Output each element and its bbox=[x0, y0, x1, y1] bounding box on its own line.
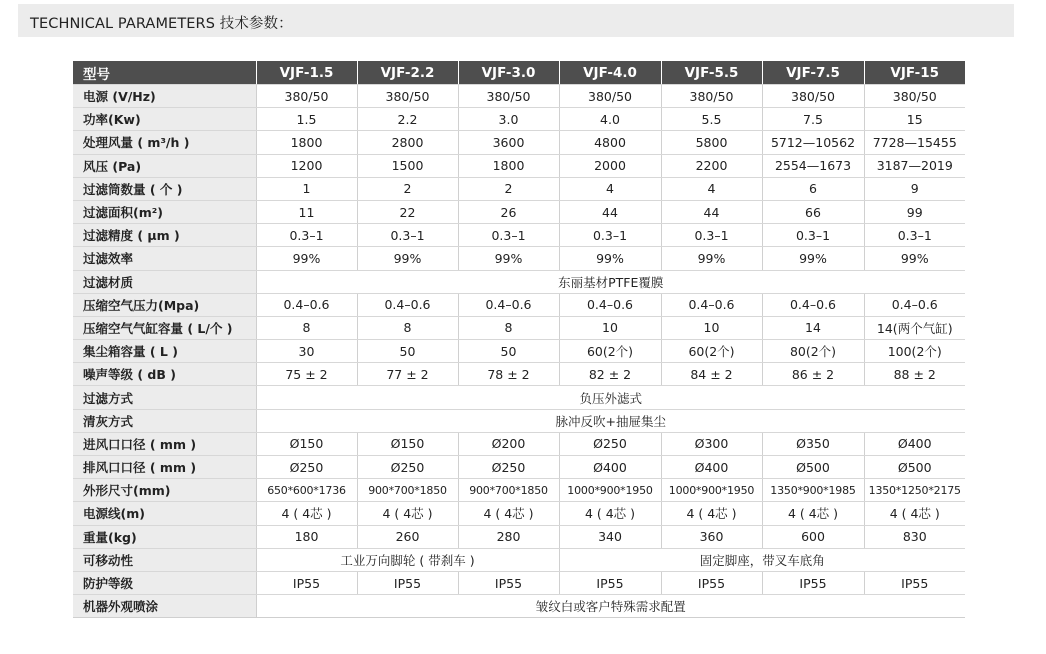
row-label: 防护等级 bbox=[73, 571, 256, 594]
row-label: 噪声等级 ( dB ) bbox=[73, 363, 256, 386]
row-label: 排风口口径 ( mm ) bbox=[73, 456, 256, 479]
table-cell: 8 bbox=[458, 316, 559, 339]
row-label: 压缩空气气缸容量 ( L/个 ) bbox=[73, 316, 256, 339]
table-cell: 50 bbox=[357, 340, 458, 363]
table-row bbox=[73, 224, 965, 247]
table-cell: 0.4–0.6 bbox=[458, 293, 559, 316]
table-cell: 1800 bbox=[256, 131, 357, 154]
table-row bbox=[73, 154, 965, 177]
row-label: 过滤精度 ( μm ) bbox=[73, 224, 256, 247]
table-cell: Ø400 bbox=[864, 432, 965, 455]
merged-cell-mobile: 工业万向脚轮 ( 带刹车 ) bbox=[256, 548, 559, 571]
table-cell: 2 bbox=[458, 177, 559, 200]
table-cell: 0.4–0.6 bbox=[357, 293, 458, 316]
table-cell: 2000 bbox=[559, 154, 661, 177]
table-row bbox=[73, 571, 965, 594]
table-cell: 0.3–1 bbox=[661, 224, 762, 247]
table-cell: 2800 bbox=[357, 131, 458, 154]
table-cell: 1000*900*1950 bbox=[559, 479, 661, 502]
table-cell: 0.3–1 bbox=[762, 224, 864, 247]
table-cell: 380/50 bbox=[357, 85, 458, 108]
table-cell: 78 ± 2 bbox=[458, 363, 559, 386]
column-header: VJF-3.0 bbox=[458, 61, 559, 85]
table-cell: 77 ± 2 bbox=[357, 363, 458, 386]
table-cell: 84 ± 2 bbox=[661, 363, 762, 386]
table-cell: Ø250 bbox=[357, 456, 458, 479]
section-header-bar bbox=[18, 4, 1014, 37]
table-row bbox=[73, 548, 965, 571]
table-cell: 180 bbox=[256, 525, 357, 548]
table-cell: Ø300 bbox=[661, 432, 762, 455]
table-row bbox=[73, 108, 965, 131]
row-label: 处理风量 ( m³/h ) bbox=[73, 131, 256, 154]
merged-cell: 负压外滤式 bbox=[256, 386, 965, 409]
table-row bbox=[73, 247, 965, 270]
column-header-model: 型号 bbox=[73, 61, 256, 85]
table-cell: IP55 bbox=[864, 571, 965, 594]
column-header: VJF-15 bbox=[864, 61, 965, 85]
table-body bbox=[73, 85, 965, 618]
table-row bbox=[73, 270, 965, 293]
table-cell: 4 ( 4芯 ) bbox=[864, 502, 965, 525]
row-label: 风压 (Pa) bbox=[73, 154, 256, 177]
table-cell: 15 bbox=[864, 108, 965, 131]
table-cell: 26 bbox=[458, 200, 559, 223]
table-cell: 0.3–1 bbox=[357, 224, 458, 247]
table-cell: 50 bbox=[458, 340, 559, 363]
column-header: VJF-1.5 bbox=[256, 61, 357, 85]
table-cell: 4 ( 4芯 ) bbox=[357, 502, 458, 525]
table-cell: Ø400 bbox=[559, 456, 661, 479]
table-cell: Ø150 bbox=[256, 432, 357, 455]
table-cell: 4 bbox=[559, 177, 661, 200]
table-cell: 3.0 bbox=[458, 108, 559, 131]
table-cell: 5.5 bbox=[661, 108, 762, 131]
table-cell: 1000*900*1950 bbox=[661, 479, 762, 502]
table-cell: 1 bbox=[256, 177, 357, 200]
table-header-row bbox=[73, 61, 965, 85]
row-label: 过滤材质 bbox=[73, 270, 256, 293]
table-row bbox=[73, 479, 965, 502]
row-label: 集尘箱容量 ( L ) bbox=[73, 340, 256, 363]
table-cell: 340 bbox=[559, 525, 661, 548]
table-cell: IP55 bbox=[661, 571, 762, 594]
table-cell: 3187—2019 bbox=[864, 154, 965, 177]
table-cell: 380/50 bbox=[864, 85, 965, 108]
row-label: 功率(Kw) bbox=[73, 108, 256, 131]
table-cell: 2.2 bbox=[357, 108, 458, 131]
table-cell: 99% bbox=[661, 247, 762, 270]
table-cell: 4 ( 4芯 ) bbox=[762, 502, 864, 525]
table-cell: 600 bbox=[762, 525, 864, 548]
table-cell: 5800 bbox=[661, 131, 762, 154]
table-cell: 7728—15455 bbox=[864, 131, 965, 154]
table-cell: Ø500 bbox=[762, 456, 864, 479]
table-row bbox=[73, 525, 965, 548]
table-cell: 9 bbox=[864, 177, 965, 200]
table-cell: 1200 bbox=[256, 154, 357, 177]
column-header: VJF-5.5 bbox=[661, 61, 762, 85]
table-cell: 380/50 bbox=[458, 85, 559, 108]
table-cell: 14(两个气缸) bbox=[864, 316, 965, 339]
table-cell: 66 bbox=[762, 200, 864, 223]
column-header: VJF-7.5 bbox=[762, 61, 864, 85]
row-label: 过滤效率 bbox=[73, 247, 256, 270]
table-cell: 0.3–1 bbox=[256, 224, 357, 247]
row-label: 进风口口径 ( mm ) bbox=[73, 432, 256, 455]
table-cell: 99% bbox=[357, 247, 458, 270]
table-cell: 380/50 bbox=[559, 85, 661, 108]
table-cell: 14 bbox=[762, 316, 864, 339]
table-cell: Ø500 bbox=[864, 456, 965, 479]
table-row bbox=[73, 595, 965, 618]
table-cell: 60(2个) bbox=[559, 340, 661, 363]
table-cell: 1350*1250*2175 bbox=[864, 479, 965, 502]
table-cell: 1.5 bbox=[256, 108, 357, 131]
table-cell: 44 bbox=[559, 200, 661, 223]
table-cell: 10 bbox=[661, 316, 762, 339]
table-cell: 8 bbox=[357, 316, 458, 339]
table-cell: 900*700*1850 bbox=[458, 479, 559, 502]
table-cell: IP55 bbox=[762, 571, 864, 594]
table-cell: Ø250 bbox=[559, 432, 661, 455]
table-cell: 2554—1673 bbox=[762, 154, 864, 177]
column-header: VJF-2.2 bbox=[357, 61, 458, 85]
table-cell: 360 bbox=[661, 525, 762, 548]
table-cell: 260 bbox=[357, 525, 458, 548]
table-cell: 900*700*1850 bbox=[357, 479, 458, 502]
table-cell: IP55 bbox=[559, 571, 661, 594]
table-cell: 8 bbox=[256, 316, 357, 339]
column-header: VJF-4.0 bbox=[559, 61, 661, 85]
table-cell: 22 bbox=[357, 200, 458, 223]
table-cell: 60(2个) bbox=[661, 340, 762, 363]
table-cell: IP55 bbox=[256, 571, 357, 594]
table-cell: 99% bbox=[458, 247, 559, 270]
table-row bbox=[73, 363, 965, 386]
table-cell: 380/50 bbox=[256, 85, 357, 108]
table-row bbox=[73, 85, 965, 108]
row-label: 过滤方式 bbox=[73, 386, 256, 409]
table-cell: 2 bbox=[357, 177, 458, 200]
table-cell: 88 ± 2 bbox=[864, 363, 965, 386]
table-cell: 99% bbox=[256, 247, 357, 270]
table-cell: 4 bbox=[661, 177, 762, 200]
table-cell: 0.4–0.6 bbox=[559, 293, 661, 316]
row-label: 可移动性 bbox=[73, 548, 256, 571]
table-row bbox=[73, 456, 965, 479]
table-cell: Ø250 bbox=[256, 456, 357, 479]
merged-cell: 皱纹白或客户特殊需求配置 bbox=[256, 595, 965, 618]
technical-parameters-table bbox=[73, 61, 965, 618]
table-cell: 0.3–1 bbox=[559, 224, 661, 247]
table-cell: 82 ± 2 bbox=[559, 363, 661, 386]
table-cell: 80(2个) bbox=[762, 340, 864, 363]
table-cell: 11 bbox=[256, 200, 357, 223]
table-cell: 10 bbox=[559, 316, 661, 339]
table-row bbox=[73, 316, 965, 339]
table-cell: 0.3–1 bbox=[864, 224, 965, 247]
row-label: 过滤面积(m²) bbox=[73, 200, 256, 223]
row-label: 过滤筒数量 ( 个 ) bbox=[73, 177, 256, 200]
table-cell: 99% bbox=[864, 247, 965, 270]
table-row bbox=[73, 409, 965, 432]
table-cell: Ø250 bbox=[458, 456, 559, 479]
table-cell: Ø400 bbox=[661, 456, 762, 479]
table-row bbox=[73, 293, 965, 316]
merged-cell: 脉冲反吹+抽屉集尘 bbox=[256, 409, 965, 432]
table-cell: 3600 bbox=[458, 131, 559, 154]
table-cell: Ø350 bbox=[762, 432, 864, 455]
table-cell: 99% bbox=[559, 247, 661, 270]
table-row bbox=[73, 340, 965, 363]
table-cell: 1800 bbox=[458, 154, 559, 177]
table-cell: 7.5 bbox=[762, 108, 864, 131]
table-row bbox=[73, 432, 965, 455]
table-cell: 380/50 bbox=[661, 85, 762, 108]
row-label: 电源 (V/Hz) bbox=[73, 85, 256, 108]
row-label: 外形尺寸(mm) bbox=[73, 479, 256, 502]
table-row bbox=[73, 502, 965, 525]
table-cell: 280 bbox=[458, 525, 559, 548]
row-label: 重量(kg) bbox=[73, 525, 256, 548]
merged-cell-fixed: 固定脚座，带叉车底角 bbox=[559, 548, 965, 571]
table-cell: 44 bbox=[661, 200, 762, 223]
table-cell: 30 bbox=[256, 340, 357, 363]
table-cell: 99 bbox=[864, 200, 965, 223]
table-cell: 5712—10562 bbox=[762, 131, 864, 154]
table-row bbox=[73, 177, 965, 200]
table-cell: Ø150 bbox=[357, 432, 458, 455]
table-cell: 0.4–0.6 bbox=[256, 293, 357, 316]
merged-cell: 东丽基材PTFE覆膜 bbox=[256, 270, 965, 293]
table-row bbox=[73, 200, 965, 223]
table-row bbox=[73, 131, 965, 154]
table-cell: 99% bbox=[762, 247, 864, 270]
row-label: 电源线(m) bbox=[73, 502, 256, 525]
table-cell: 75 ± 2 bbox=[256, 363, 357, 386]
table-cell: 4 ( 4芯 ) bbox=[559, 502, 661, 525]
table-cell: 6 bbox=[762, 177, 864, 200]
section-title: TECHNICAL PARAMETERS 技术参数： bbox=[30, 16, 293, 32]
table-cell: 4 ( 4芯 ) bbox=[458, 502, 559, 525]
table-cell: 4 ( 4芯 ) bbox=[256, 502, 357, 525]
row-label: 机器外观喷涂 bbox=[73, 595, 256, 618]
table-cell: 4800 bbox=[559, 131, 661, 154]
table-cell: 650*600*1736 bbox=[256, 479, 357, 502]
table-cell: 4 ( 4芯 ) bbox=[661, 502, 762, 525]
table-cell: 380/50 bbox=[762, 85, 864, 108]
table-cell: 4.0 bbox=[559, 108, 661, 131]
table-row bbox=[73, 386, 965, 409]
row-label: 清灰方式 bbox=[73, 409, 256, 432]
table-cell: 830 bbox=[864, 525, 965, 548]
table-cell: 86 ± 2 bbox=[762, 363, 864, 386]
table-cell: 1350*900*1985 bbox=[762, 479, 864, 502]
row-label: 压缩空气压力(Mpa) bbox=[73, 293, 256, 316]
table-cell: 0.4–0.6 bbox=[762, 293, 864, 316]
table-cell: 0.4–0.6 bbox=[661, 293, 762, 316]
table-cell: 0.3–1 bbox=[458, 224, 559, 247]
table-cell: 0.4–0.6 bbox=[864, 293, 965, 316]
table-cell: IP55 bbox=[458, 571, 559, 594]
table-cell: 1500 bbox=[357, 154, 458, 177]
table-cell: 100(2个) bbox=[864, 340, 965, 363]
table-cell: 2200 bbox=[661, 154, 762, 177]
table-cell: Ø200 bbox=[458, 432, 559, 455]
table-cell: IP55 bbox=[357, 571, 458, 594]
